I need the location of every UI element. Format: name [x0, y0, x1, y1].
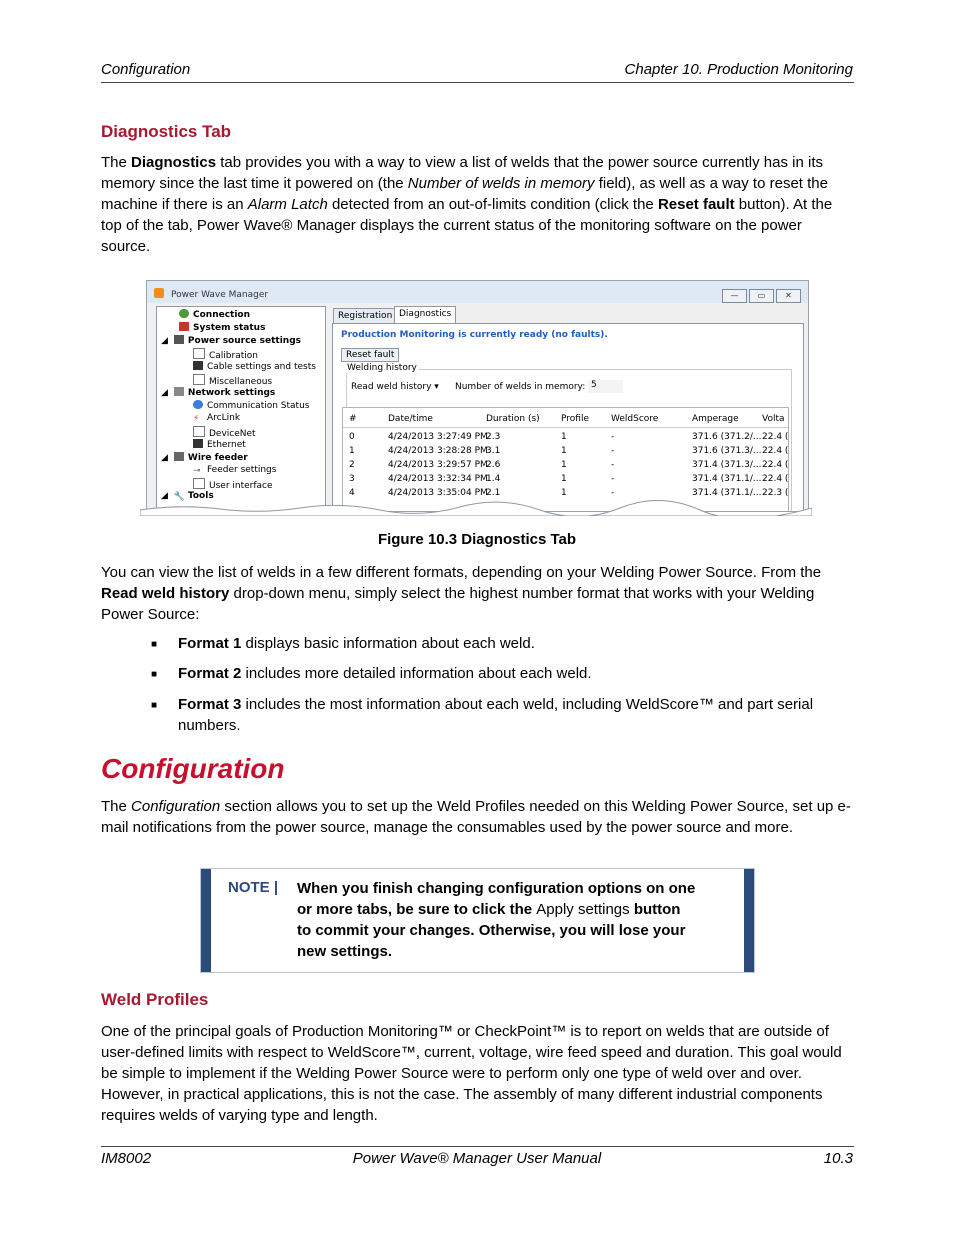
user-interface-icon [193, 478, 205, 489]
configuration-heading: Configuration [101, 753, 285, 784]
weld-profiles-heading: Weld Profiles [101, 990, 209, 1009]
table-row[interactable]: 0 4/24/2013 3:27:49 PM 2.3 1 - 371.6 (371.2/... 22.4 ( [349, 432, 789, 442]
window-titlebar [147, 281, 808, 303]
tab-diagnostics[interactable]: Diagnostics [394, 306, 456, 326]
figure-caption: Figure 10.3 Diagnostics Tab [377, 531, 577, 548]
column-header[interactable]: Volta [762, 414, 785, 424]
note-label: NOTE | [228, 879, 279, 896]
footer-page-number: 10.3 [823, 1150, 853, 1167]
list-item: Format 2 includes more detailed information about each weld. [178, 665, 592, 682]
tree-item-network-settings[interactable]: ◢ Network settings [161, 388, 276, 398]
note-bar-left [201, 869, 211, 972]
bullet-icon: ■ [151, 669, 158, 680]
note-bar-right [744, 869, 754, 972]
tree-item-devicenet[interactable]: DeviceNet [193, 426, 256, 439]
navigation-tree [156, 306, 326, 512]
bullet-icon: ■ [151, 700, 158, 711]
footer-center: Power Wave® Manager User Manual [352, 1150, 602, 1167]
configuration-paragraph: The Configuration section allows you to set up the Weld Profiles needed on this Welding Power Source, set up e-mail notifications from the power source, manage the consumables used by the power source and more. [101, 798, 851, 836]
tree-item-wire-feeder[interactable]: ◢ Wire feeder [161, 453, 248, 463]
read-weld-history-button[interactable]: Read weld history ▾ [351, 382, 439, 392]
running-header-left: Configuration [101, 61, 191, 78]
tree-item-ethernet[interactable]: Ethernet [193, 439, 246, 450]
diagnostics-screenshot [146, 280, 809, 512]
tree-item-feeder-settings[interactable]: ⊸ Feeder settings [193, 465, 277, 476]
feeder-settings-icon: ⊸ [193, 466, 201, 476]
table-header [343, 408, 788, 428]
window-title: Power Wave Manager [171, 290, 269, 300]
miscellaneous-icon [193, 374, 205, 385]
torn-edge [140, 500, 812, 516]
column-header[interactable]: # [349, 414, 357, 424]
column-header[interactable]: Date/time [388, 414, 433, 424]
welds-in-memory-field[interactable]: 5 [588, 380, 623, 393]
bullet-icon: ■ [151, 639, 158, 650]
network-icon [174, 387, 184, 396]
tree-item-tools[interactable]: ◢ 🔧 Tools [161, 491, 214, 502]
header-rule [101, 82, 854, 83]
connection-icon [179, 309, 189, 318]
diagnostics-paragraph: The Diagnostics tab provides you with a way to view a list of welds that the power source currently has in its memory since the last time it powered on (the Number of welds in memory field), as well as a way to reset the machine if there is an Alarm Latch detected from an out-of-limits condition (click the Reset fault button). At the top of the tab, Power Wave® Manager displays the current status of the monitoring software on the power source. [101, 154, 833, 255]
app-icon [154, 288, 164, 298]
footer-rule [101, 1146, 854, 1147]
tree-item-miscellaneous[interactable]: Miscellaneous [193, 374, 272, 387]
tree-item-user-interface[interactable]: User interface [193, 478, 273, 491]
globe-icon [193, 400, 203, 409]
dropdown-arrow-icon: ▾ [434, 382, 439, 392]
column-header[interactable]: Amperage [692, 414, 739, 424]
tree-item-power-source-settings[interactable]: ◢ Power source settings [161, 336, 302, 346]
note-box [200, 868, 755, 973]
column-header[interactable]: Profile [561, 414, 589, 424]
note-text: When you finish changing configuration options on one or more tabs, be sure to click the Apply settings button to commit your changes. Otherwise, you will lose your new settings. [297, 880, 696, 960]
tree-item-communication-status[interactable]: Communication Status [193, 400, 309, 411]
wire-feeder-icon [174, 452, 184, 461]
weld-history-table [342, 407, 789, 512]
maximize-icon[interactable]: ▭ [749, 289, 774, 303]
running-header-right: Chapter 10. Production Monitoring [624, 61, 853, 78]
cable-icon [193, 361, 203, 370]
tree-item-calibration[interactable]: Calibration [193, 348, 258, 361]
power-source-icon [174, 335, 184, 344]
monitoring-status: Production Monitoring is currently ready (no faults). [341, 330, 608, 340]
list-item: Format 3 includes the most information about each weld, including WeldScore™ and part serial numbers. [178, 696, 814, 734]
column-header[interactable]: WeldScore [611, 414, 659, 424]
tools-icon: 🔧 [173, 492, 186, 502]
table-row[interactable]: 1 4/24/2013 3:28:28 PM 3.1 1 - 371.6 (371.3/... 22.4 ( [349, 446, 789, 456]
formats-paragraph: You can view the list of welds in a few different formats, depending on your Welding Power Source. From the Read weld history drop-down menu, simply select the highest number format that works with your Welding Power Source: [101, 564, 822, 623]
list-item: Format 1 displays basic information about each weld. [178, 635, 535, 652]
tree-item-cable-settings[interactable]: Cable settings and tests [193, 361, 316, 372]
tree-item-system-status[interactable]: System status [179, 322, 265, 333]
welds-in-memory-label: Number of welds in memory: [455, 382, 586, 392]
expand-icon: ◢ [161, 491, 168, 501]
welding-history-label: Welding history [347, 363, 417, 373]
minimize-icon[interactable]: — [722, 289, 747, 303]
weld-profiles-paragraph: One of the principal goals of Production Monitoring™ or CheckPoint™ is to report on welds that are outside of user-defined limits with respect to WeldScore™, current, voltage, wire feed speed and duration. This goal would be simple to implement if the Welding Power Source were to perform only one type of weld over and over. However, in practical applications, this is not the case. The assembly of many different industrial components requires welds of varying type and length. [101, 1023, 842, 1124]
expand-icon: ◢ [161, 453, 168, 463]
footer-left: IM8002 [101, 1150, 152, 1167]
arclink-icon: ⚡ [193, 414, 200, 424]
table-row[interactable]: 2 4/24/2013 3:29:57 PM 2.6 1 - 371.4 (371.3/... 22.4 ( [349, 460, 789, 470]
diagnostics-heading: Diagnostics Tab [101, 122, 232, 141]
calibration-icon [193, 348, 205, 359]
close-icon[interactable]: ✕ [776, 289, 801, 303]
tab-registration[interactable]: Registration [333, 308, 397, 325]
status-icon [179, 322, 189, 331]
tree-item-arclink[interactable]: ⚡ ArcLink [193, 413, 241, 424]
ethernet-icon [193, 439, 203, 448]
table-row[interactable]: 3 4/24/2013 3:32:34 PM 1.4 1 - 371.4 (371.1/... 22.4 ( [349, 474, 789, 484]
devicenet-icon [193, 426, 205, 437]
tree-item-connection[interactable]: Connection [179, 309, 250, 320]
table-row[interactable]: 4 4/24/2013 3:35:04 PM 2.1 1 - 371.4 (371.1/... 22.3 ( [349, 488, 789, 498]
expand-icon: ◢ [161, 336, 168, 346]
reset-fault-button[interactable]: Reset fault [341, 348, 399, 362]
column-header[interactable]: Duration (s) [486, 414, 540, 424]
expand-icon: ◢ [161, 388, 168, 398]
